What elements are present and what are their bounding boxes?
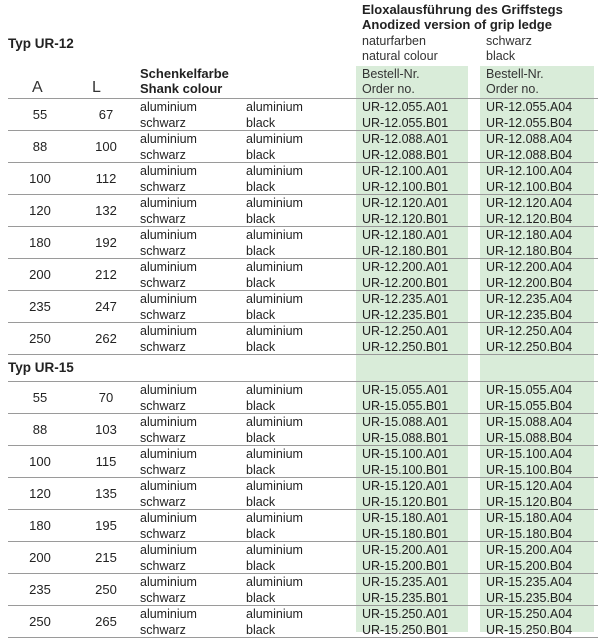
shank-colour-de-line: schwarz [140,559,186,573]
shank-colour-de-line: aluminium [140,132,197,146]
order-no-natural [362,574,448,606]
dimension-l: 100 [95,139,117,154]
table-row [8,446,598,478]
dimension-a: 120 [29,203,51,218]
dimension-a: 180 [29,235,51,250]
shank-colour-de-line: schwarz [140,340,186,354]
shank-colour-en [246,227,303,259]
table-row [8,227,598,259]
dimension-a: 250 [29,614,51,629]
order-no-natural [362,323,448,355]
shank-colour-en-line: aluminium [246,415,303,429]
order-no-black-line: UR-12.200.B04 [486,276,573,290]
shank-colour-de [140,606,197,638]
shank-colour-de-line: aluminium [140,543,197,557]
shank-colour-de-line: aluminium [140,324,197,338]
order-no-black-line: UR-15.055.B04 [486,399,573,413]
natural-colour-en: natural colour [362,49,438,63]
shank-colour-de-line: aluminium [140,479,197,493]
natural-colour-de: naturfarben [362,34,426,48]
dimension-a: 180 [29,518,51,533]
shank-colour-en [246,291,303,323]
dimension-a: 88 [32,139,48,154]
shank-colour-de-line: schwarz [140,399,186,413]
order-no-black-line: UR-15.235.A04 [486,575,573,589]
shank-colour-de [140,99,197,131]
order-no-natural-line: UR-12.180.A01 [362,228,449,242]
shank-colour-de-line: schwarz [140,244,186,258]
shank-colour-en-line: black [246,591,276,605]
shank-colour-de-line: schwarz [140,148,186,162]
order-no-black-line: UR-15.120.A04 [486,479,573,493]
shank-colour-en [246,510,303,542]
shank-colour-en-line: black [246,527,276,541]
order-no-black-line: UR-15.100.A04 [486,447,573,461]
shank-colour-en-line: black [246,463,276,477]
dimension-l: 103 [95,422,117,437]
shank-colour-en [246,99,303,131]
order-no-natural [362,542,448,574]
order-no-black-line: UR-15.250.A04 [486,607,573,621]
shank-colour-en-line: black [246,308,276,322]
shank-colour-de-line: aluminium [140,292,197,306]
dimension-l: 262 [95,331,117,346]
shank-colour-de [140,323,197,355]
order-no-black-line: UR-15.100.B04 [486,463,573,477]
shank-colour-en [246,259,303,291]
shank-colour-de [140,131,197,163]
dimension-a: 200 [29,550,51,565]
shank-colour-de-line: schwarz [140,308,186,322]
order-no-black-line: UR-15.180.A04 [486,511,573,525]
shank-colour-en-line: black [246,559,276,573]
shank-colour-en-line: aluminium [246,511,303,525]
dimension-l: 192 [95,235,117,250]
order-no-natural-line: UR-15.100.A01 [362,447,449,461]
order-no-black-line: UR-12.250.B04 [486,340,573,354]
table-row [8,382,598,414]
shank-colour-en-line: black [246,399,276,413]
dimension-l: 195 [95,518,117,533]
shank-colour-de-line: aluminium [140,383,197,397]
order-no-natural [362,478,448,510]
order-no-natural [362,382,448,414]
dimension-l: 132 [95,203,117,218]
shank-colour-de-line: aluminium [140,575,197,589]
order-no-natural-line: UR-15.055.A01 [362,383,449,397]
order-no-natural-line: UR-15.200.B01 [362,559,449,573]
order-no-black-line: UR-12.120.B04 [486,212,573,226]
dimension-a: 120 [29,486,51,501]
shank-colour-en-line: aluminium [246,543,303,557]
order-no-black-line: UR-12.180.B04 [486,244,573,258]
shank-colour-de-line: aluminium [140,228,197,242]
shank-colour-en-line: aluminium [246,447,303,461]
shank-colour-de-line: aluminium [140,164,197,178]
table-row [8,291,598,323]
shank-colour-de-line: schwarz [140,276,186,290]
shank-colour-en [246,542,303,574]
shank-colour-en-line: black [246,340,276,354]
table-row [8,574,598,606]
shank-colour-de-line: aluminium [140,511,197,525]
shank-colour-en [246,131,303,163]
dimension-a: 100 [29,454,51,469]
column-l-header: L [92,79,101,96]
order-no-natural [362,414,448,446]
order-no-black-line: UR-15.200.A04 [486,543,573,557]
shank-colour-en-line: aluminium [246,132,303,146]
shank-colour-de-line: aluminium [140,447,197,461]
order-no-black [486,323,572,355]
order-no-natural-line: UR-12.088.A01 [362,132,449,146]
column-a-header: A [32,79,43,96]
shank-colour-en-line: aluminium [246,164,303,178]
order-no-black [486,131,572,163]
order-no-natural-line: UR-12.200.A01 [362,260,449,274]
order-no-natural [362,163,448,195]
order-no-natural [362,446,448,478]
order-no-natural-line: UR-15.120.B01 [362,495,449,509]
order-no-black-line: UR-15.180.B04 [486,527,573,541]
table-row [8,478,598,510]
order-no-black [486,542,572,574]
order-no-black [486,195,572,227]
shank-colour-en [246,478,303,510]
shank-colour-en-line: aluminium [246,260,303,274]
order-no-label-en: Order no. [362,82,415,96]
order-no-natural-line: UR-12.235.B01 [362,308,449,322]
dimension-a: 235 [29,582,51,597]
order-no-natural-line: UR-12.120.B01 [362,212,449,226]
dimension-a: 55 [32,107,48,122]
shank-colour-en [246,574,303,606]
table-row [8,606,598,638]
shank-colour-de-line: schwarz [140,463,186,477]
order-no-black [486,227,572,259]
shank-colour-en-line: aluminium [246,607,303,621]
order-no-natural [362,291,448,323]
order-no-black-line: UR-12.235.A04 [486,292,573,306]
dimension-a: 250 [29,331,51,346]
order-no-natural-line: UR-15.055.B01 [362,399,449,413]
order-no-black [486,574,572,606]
order-no-black-line: UR-12.088.A04 [486,132,573,146]
order-no-black-line: UR-12.088.B04 [486,148,573,162]
order-no-natural-line: UR-12.250.A01 [362,324,449,338]
order-no-black [486,382,572,414]
dimension-a: 88 [32,422,48,437]
order-no-black-line: UR-12.100.B04 [486,180,573,194]
order-no-black [486,510,572,542]
order-no-black-line: UR-15.200.B04 [486,559,573,573]
shank-colour-de [140,291,197,323]
shank-colour-de-line: aluminium [140,100,197,114]
shank-colour-de [140,510,197,542]
order-no-black-line: UR-12.200.A04 [486,260,573,274]
order-no-black-line: UR-12.055.B04 [486,116,573,130]
shank-colour-de [140,414,197,446]
shank-colour-en [246,414,303,446]
shank-colour-en [246,323,303,355]
dimension-l: 70 [98,390,114,405]
shank-colour-de-line: schwarz [140,431,186,445]
dimension-l: 247 [95,299,117,314]
black-colour-de: schwarz [486,34,532,48]
order-no-black [486,259,572,291]
order-no-natural-line: UR-12.235.A01 [362,292,449,306]
order-no-natural-line: UR-12.055.A01 [362,100,449,114]
black-colour-en: black [486,49,516,63]
order-no-label-en: Order no. [486,82,539,96]
order-no-black-line: UR-15.250.B04 [486,623,573,637]
dimension-l: 115 [95,454,117,469]
order-no-label-de: Bestell-Nr. [486,67,544,81]
order-no-natural-line: UR-15.235.A01 [362,575,449,589]
order-no-black [486,478,572,510]
eloxal-heading-en: Anodized version of grip ledge [362,17,552,32]
shank-colour-de [140,574,197,606]
shank-colour-en-line: black [246,244,276,258]
shank-colour-de-line: schwarz [140,212,186,226]
order-no-black-line: UR-15.088.A04 [486,415,573,429]
shank-colour-de [140,259,197,291]
shank-colour-en-line: black [246,495,276,509]
shank-colour-en-line: aluminium [246,479,303,493]
shank-colour-en [246,446,303,478]
dimension-a: 100 [29,171,51,186]
order-no-natural-line: UR-15.088.A01 [362,415,449,429]
order-no-black [486,446,572,478]
order-no-black-line: UR-15.120.B04 [486,495,573,509]
order-no-natural-line: UR-15.100.B01 [362,463,449,477]
order-no-natural [362,606,448,638]
order-no-natural-line: UR-15.088.B01 [362,431,449,445]
order-no-natural-line: UR-15.120.A01 [362,479,449,493]
table-row [8,195,598,227]
order-no-natural [362,195,448,227]
shank-colour-en-line: black [246,276,276,290]
dimension-l: 215 [95,550,117,565]
section-title: Typ UR-12 [8,36,74,51]
shank-colour-en-line: aluminium [246,196,303,210]
shank-colour-de [140,446,197,478]
order-no-natural-line: UR-15.200.A01 [362,543,449,557]
shank-colour-de-line: schwarz [140,591,186,605]
order-no-natural-line: UR-15.180.A01 [362,511,449,525]
order-no-black-line: UR-12.100.A04 [486,164,573,178]
order-no-natural [362,259,448,291]
row-separator [8,354,598,355]
shank-colour-en-line: aluminium [246,228,303,242]
shank-colour-en [246,195,303,227]
shank-colour-en: Shank colour [140,81,223,96]
shank-colour-de-line: schwarz [140,116,186,130]
order-no-natural-line: UR-12.055.B01 [362,116,449,130]
order-no-black-line: UR-12.055.A04 [486,100,573,114]
shank-colour-de [140,163,197,195]
shank-colour-de-line: aluminium [140,196,197,210]
order-no-black-line: UR-15.088.B04 [486,431,573,445]
shank-colour-en-line: aluminium [246,100,303,114]
shank-colour-de-line: aluminium [140,607,197,621]
shank-colour-en-line: black [246,212,276,226]
order-no-black-line: UR-12.180.A04 [486,228,573,242]
shank-colour-en-line: aluminium [246,324,303,338]
section-title: Typ UR-15 [8,360,74,375]
shank-colour-en-line: aluminium [246,575,303,589]
shank-colour-en-line: black [246,623,276,637]
order-no-natural-line: UR-12.200.B01 [362,276,449,290]
order-no-black [486,163,572,195]
table-row [8,323,598,355]
order-no-black-line: UR-12.250.A04 [486,324,573,338]
order-no-natural [362,131,448,163]
shank-colour-de [140,195,197,227]
order-no-natural [362,510,448,542]
order-no-natural-line: UR-12.100.A01 [362,164,449,178]
order-no-natural-line: UR-12.100.B01 [362,180,449,194]
order-no-black [486,99,572,131]
shank-colour-en [246,606,303,638]
shank-colour-de [140,542,197,574]
table-row [8,414,598,446]
order-no-black-line: UR-15.055.A04 [486,383,573,397]
shank-colour-de: Schenkelfarbe [140,66,229,81]
shank-colour-en-line: aluminium [246,383,303,397]
shank-colour-en [246,382,303,414]
shank-colour-de-line: aluminium [140,415,197,429]
order-no-natural-line: UR-15.250.A01 [362,607,449,621]
order-no-natural-line: UR-15.180.B01 [362,527,449,541]
order-no-natural-line: UR-12.120.A01 [362,196,449,210]
order-no-black [486,291,572,323]
order-no-natural [362,99,448,131]
shank-colour-de [140,227,197,259]
shank-colour-de-line: schwarz [140,623,186,637]
order-no-black [486,606,572,638]
eloxal-heading-de: Eloxalausführung des Griffstegs [362,2,563,17]
shank-colour-de-line: schwarz [140,495,186,509]
table-row [8,510,598,542]
shank-colour-de-line: schwarz [140,527,186,541]
dimension-a: 200 [29,267,51,282]
table-row [8,131,598,163]
order-no-natural-line: UR-12.180.B01 [362,244,449,258]
table-row [8,259,598,291]
order-no-natural-line: UR-15.250.B01 [362,623,449,637]
shank-colour-en [246,163,303,195]
order-no-black-line: UR-12.120.A04 [486,196,573,210]
shank-colour-de [140,382,197,414]
shank-colour-en-line: aluminium [246,292,303,306]
dimension-l: 250 [95,582,117,597]
dimension-l: 135 [95,486,117,501]
shank-colour-en-line: black [246,148,276,162]
order-no-black-line: UR-12.235.B04 [486,308,573,322]
order-no-natural-line: UR-12.088.B01 [362,148,449,162]
shank-colour-en-line: black [246,431,276,445]
order-no-natural-line: UR-15.235.B01 [362,591,449,605]
shank-colour-de [140,478,197,510]
shank-colour-de-line: schwarz [140,180,186,194]
order-no-natural [362,227,448,259]
order-no-black-line: UR-15.235.B04 [486,591,573,605]
shank-colour-de-line: aluminium [140,260,197,274]
order-no-black [486,414,572,446]
table-row [8,163,598,195]
dimension-a: 55 [32,390,48,405]
shank-colour-en-line: black [246,116,276,130]
table-row [8,99,598,131]
dimension-a: 235 [29,299,51,314]
order-no-natural-line: UR-12.250.B01 [362,340,449,354]
dimension-l: 67 [98,107,114,122]
dimension-l: 112 [95,171,117,186]
table-row [8,542,598,574]
dimension-l: 212 [95,267,117,282]
order-no-label-de: Bestell-Nr. [362,67,420,81]
dimension-l: 265 [95,614,117,629]
shank-colour-en-line: black [246,180,276,194]
